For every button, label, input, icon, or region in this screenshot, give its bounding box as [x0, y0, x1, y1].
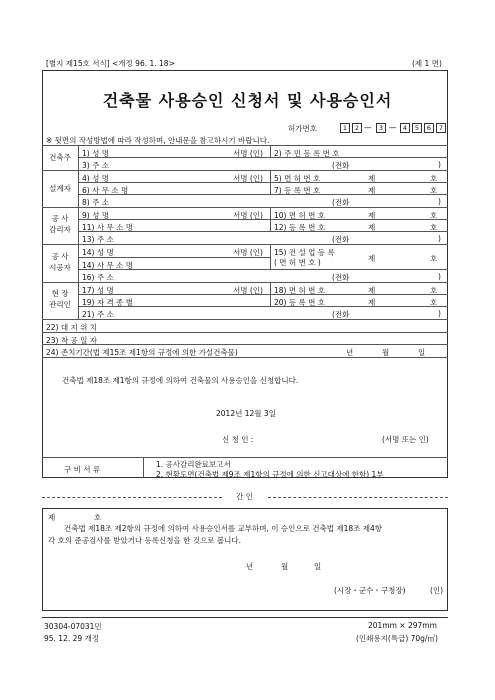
manager-phone-close: ) [438, 309, 441, 318]
label-manager-license: 18) 면 허 번 호 [274, 286, 325, 295]
label-resident-number: 2) 주 민 등 록 번 호 [274, 149, 340, 158]
designer-reg-je: 제 [368, 186, 376, 195]
manager-license-je: 제 [368, 286, 376, 295]
label-owner-name: 1) 성 명 [82, 149, 109, 158]
footer-revision: 95. 12. 29 개정 [44, 634, 100, 643]
label-designer-name: 4) 성 명 [82, 174, 109, 183]
supervisor-reg-je: 제 [368, 223, 376, 232]
group-builder: 공 사 시공자 [49, 252, 71, 272]
designer-license-ho: 호 [430, 174, 438, 183]
retention-day: 일 [418, 348, 426, 357]
label-site-location: 22) 대 지 위 치 [46, 323, 97, 332]
label-supervisor-address: 13) 주 소 [82, 235, 114, 244]
label-manager-registration: 20) 등 록 번 호 [274, 298, 325, 307]
permit-digit-6: 6 [424, 123, 434, 133]
label-retention-period: 24) 존치기간(법 제15조 제1항의 규정에 의한 가설건축물) [46, 348, 238, 357]
documents-label: 구 비 서 류 [64, 465, 101, 474]
form-reference: [별지 제15호 서식] <개정 96. 1. 18> [46, 59, 175, 68]
manager-phone: (전화 [332, 310, 350, 319]
application-date: 2012년 12월 3일 [216, 409, 276, 418]
manager-reg-je: 제 [368, 298, 376, 307]
permit-number-label: 허가번호 [288, 124, 317, 133]
manager-reg-ho: 호 [430, 298, 438, 307]
approval-year: 년 [246, 562, 254, 571]
label-supervisor-license: 10) 면 허 번 호 [274, 211, 325, 220]
label-builder-name: 14) 성 명 [82, 248, 114, 257]
designer-sign: 서명 (인) [233, 174, 263, 183]
label-manager-address: 21) 주 소 [82, 310, 114, 319]
designer-reg-ho: 호 [430, 186, 438, 195]
supervisor-phone-close: ) [438, 234, 441, 243]
builder-license-je: 제 [368, 254, 376, 263]
approval-je: 제 [48, 513, 56, 522]
group-designer: 설계자 [49, 184, 71, 193]
permit-digit-3: 3 [376, 123, 386, 133]
label-builder-address: 16) 주 소 [82, 273, 114, 282]
permit-digit-7: 7 [436, 123, 446, 133]
designer-phone-close: ) [438, 197, 441, 206]
label-designer-license: 5) 면 허 번 호 [274, 174, 321, 183]
label-designer-address: 8) 주 소 [82, 198, 109, 207]
approval-month: 월 [281, 562, 289, 571]
label-start-date: 23) 착 공 일 자 [46, 336, 97, 345]
designer-phone: (전화 [332, 198, 350, 207]
approval-seal: (인) [430, 586, 444, 595]
label-builder-office: 14) 사 무 소 명 [82, 261, 133, 270]
retention-year: 년 [346, 348, 354, 357]
builder-sign: 서명 (인) [233, 248, 263, 257]
supervisor-license-ho: 호 [430, 211, 438, 220]
retention-month: 월 [382, 348, 390, 357]
footer-code: 30304-07031민 [44, 622, 102, 631]
footer-paper: (인쇄용지(특급) 70g/㎡) [356, 634, 438, 643]
approval-issuer: (시장・군수・구청장) [334, 586, 406, 595]
applicant-sign: (서명 또는 인) [382, 435, 429, 444]
applicant-label: 신 청 인 : [222, 435, 254, 444]
approval-ho: 호 [94, 513, 102, 522]
group-owner: 건축주 [49, 153, 71, 162]
builder-license-ho: 호 [430, 254, 438, 263]
label-manager-qualification: 19) 자 격 종 별 [82, 298, 133, 307]
label-builder-license: 15) 건 설 업 등 록 ( 면 허 번 호 ) [274, 248, 335, 267]
group-site-manager: 현 장 관리인 [49, 289, 71, 309]
group-supervisor: 공 사 감리자 [49, 214, 71, 234]
label-designer-registration: 7) 등 록 번 호 [274, 186, 321, 195]
permit-dash-2: — [389, 123, 397, 132]
label-supervisor-office: 11) 사 무 소 명 [82, 223, 133, 232]
owner-phone: (전화 [332, 161, 350, 170]
documents-item-1: 1. 공사감리완료보고서 [156, 460, 231, 469]
permit-digit-2: 2 [352, 123, 362, 133]
approval-day: 일 [314, 562, 322, 571]
application-statement: 건축법 제18조 제1항의 규정에 의하여 건축물의 사용승인을 신청합니다. [62, 376, 299, 385]
designer-license-je: 제 [368, 174, 376, 183]
label-designer-office: 6) 사 무 소 명 [82, 186, 129, 195]
approval-text-line-1: 건축법 제18조 제2항의 규정에 의하여 사용승인서를 교부하며, 이 승인으로 건축법 제18조 제4항 [64, 524, 383, 533]
supervisor-license-je: 제 [368, 211, 376, 220]
label-supervisor-registration: 12) 등 록 번 호 [274, 223, 325, 232]
supervisor-phone: (전화 [332, 235, 350, 244]
supervisor-sign: 서명 (인) [233, 211, 263, 220]
label-manager-name: 17) 성 명 [82, 286, 114, 295]
builder-phone: (전화 [332, 273, 350, 282]
supervisor-reg-ho: 호 [430, 223, 438, 232]
documents-item-2: 2. 현황도면(건축법 제9조 제1항의 규정에 의한 신고대상에 한함) 1부 [156, 470, 384, 479]
permit-dash-1: — [364, 123, 372, 132]
label-owner-address: 3) 주 소 [82, 161, 109, 170]
label-supervisor-name: 9) 성 명 [82, 211, 109, 220]
notice-text: ※ 뒷면의 작성방법에 따라 작성하며, 안내문을 참고하시기 바랍니다. [46, 136, 270, 145]
permit-digit-1: 1 [340, 123, 350, 133]
manager-sign: 서명 (인) [233, 286, 263, 295]
cut-label: 간 인 [236, 492, 253, 501]
page-label: (제 1 면) [412, 59, 442, 68]
owner-sign: 서명 (인) [233, 149, 263, 158]
approval-text-line-2: 각 호의 준공검사를 받았거나 등록신청을 한 것으로 봅니다. [48, 536, 241, 545]
builder-phone-close: ) [438, 272, 441, 281]
permit-digit-5: 5 [412, 123, 422, 133]
permit-digit-4: 4 [400, 123, 410, 133]
document-title: 건축물 사용승인 신청서 및 사용승인서 [102, 91, 393, 110]
owner-phone-close: ) [438, 160, 441, 169]
manager-license-ho: 호 [430, 286, 438, 295]
footer-size: 201mm × 297mm [368, 621, 437, 630]
